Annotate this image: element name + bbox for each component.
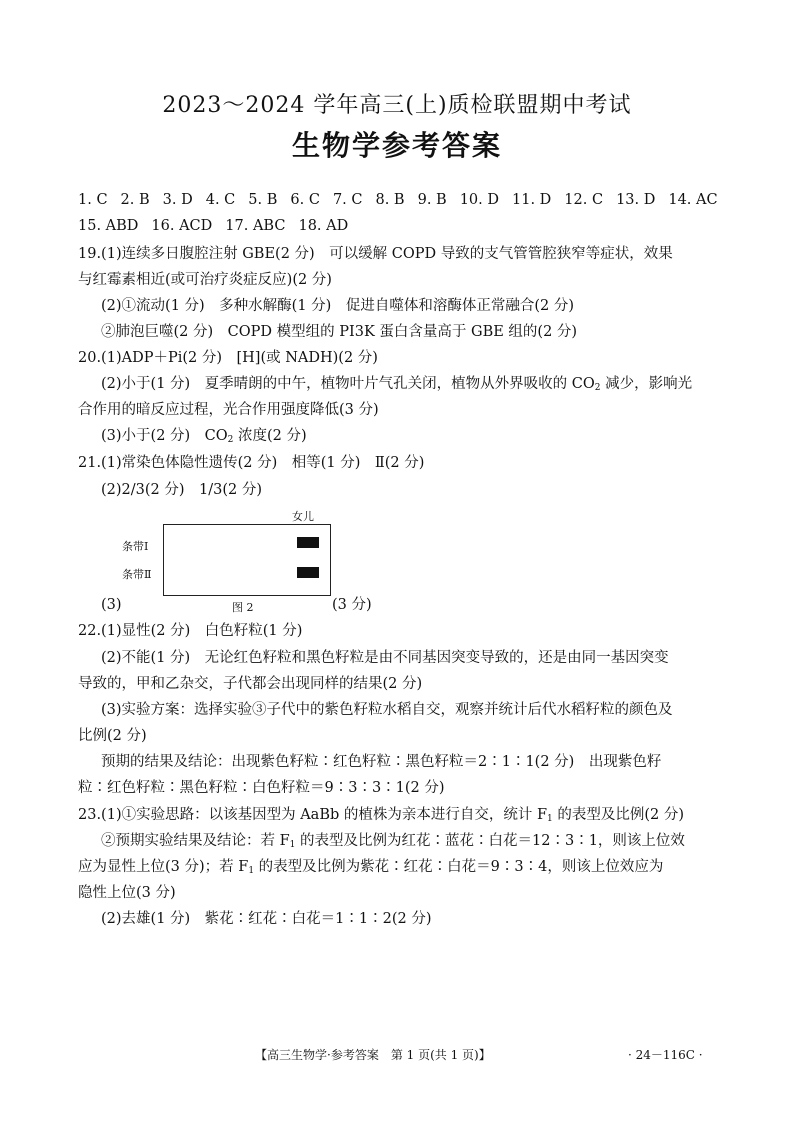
choice-answer: 12. C (564, 192, 604, 208)
choice-answers-row-1 (78, 190, 731, 210)
q23-line-2 (101, 831, 685, 855)
q23-line-1-a: 23.(1)①实验思路：以该基因型为 AaBb 的植株为亲本进行自交，统计 F (78, 807, 548, 823)
q22-line-1: 22.(1)显性(2 分) 白色籽粒(1 分) (78, 623, 303, 639)
q23-line-2-a: ②预期实验结果及结论：若 F (101, 833, 290, 849)
q20-line-4-b: 浓度(2 分) (238, 428, 307, 444)
choice-answer: 1. C (78, 192, 108, 208)
q20-line-2 (101, 374, 692, 398)
band-2-label: 条带Ⅱ (122, 568, 152, 581)
choice-answers-row-2 (78, 216, 361, 236)
page-footer: 【高三生物学·参考答案 第 1 页(共 1 页)】 (255, 1048, 491, 1062)
q23-line-3-b: 的表型及比例为紫花∶红花∶白花＝9∶3∶4，则该上位效应为 (258, 859, 664, 875)
subscript: 2 (227, 435, 234, 445)
q22-line-6: 预期的结果及结论：出现紫色籽粒∶红色籽粒∶黑色籽粒＝2∶1∶1(2 分) 出现紫色籽 (101, 754, 662, 770)
choice-answer: 5. B (248, 192, 278, 208)
q19-line-3: (2)①流动(1 分) 多种水解酶(1 分) 促进自噬体和溶酶体正常融合(2 分) (101, 298, 574, 314)
choice-answer: 6. C (290, 192, 320, 208)
choice-answer: 8. B (375, 192, 405, 208)
choice-answer: 16. ACD (151, 218, 213, 234)
choice-answer: 17. ABC (225, 218, 286, 234)
choice-answer: 3. D (162, 192, 193, 208)
choice-answer: 7. C (332, 192, 363, 208)
q20-line-4 (101, 426, 307, 450)
q23-line-2-b: 的表型及比例为红花∶蓝花∶白花＝12∶3∶1，则该上位效 (300, 833, 685, 849)
q20-line-1: 20.(1)ADP＋Pi(2 分) [H](或 NADH)(2 分) (78, 350, 378, 366)
choice-answer: 13. D (616, 192, 656, 208)
subscript: 1 (289, 840, 296, 850)
q23-line-5: (2)去雄(1 分) 紫花∶红花∶白花＝1∶1∶2(2 分) (101, 911, 432, 927)
q19-line-1: 19.(1)连续多日腹腔注射 GBE(2 分) 可以缓解 COPD 导致的支气管管腔狭窄等症状，效果 (78, 246, 673, 262)
q22-line-7: 粒∶红色籽粒∶黑色籽粒∶白色籽粒＝9∶3∶3∶1(2 分) (78, 780, 445, 796)
choice-answer: 4. C (205, 192, 236, 208)
choice-answer: 2. B (120, 192, 150, 208)
choice-answer: 14. AC (668, 192, 718, 208)
q19-line-2: 与红霉素相近(或可治疗炎症反应)(2 分) (78, 272, 332, 288)
exam-title: 2023～2024 学年高三(上)质检联盟期中考试 (162, 93, 632, 118)
choice-answer: 9. B (417, 192, 447, 208)
q23-line-3-a: 应为显性上位(3 分)；若 F (78, 859, 249, 875)
answer-key-title: 生物学参考答案 (291, 129, 502, 162)
q22-line-2: (2)不能(1 分) 无论红色籽粒和黑色籽粒是由不同基因突变导致的，还是由同一基因突变 (101, 650, 669, 666)
figure-caption: 图 2 (232, 601, 254, 614)
choice-answer: 10. D (459, 192, 499, 208)
q20-line-2-b: 减少，影响光 (605, 376, 693, 392)
electrophoresis-figure (163, 524, 331, 596)
q21-line-1: 21.(1)常染色体隐性遗传(2 分) 相等(1 分) Ⅱ(2 分) (78, 455, 425, 471)
q19-line-4: ②肺泡巨噬(2 分) COPD 模型组的 PI3K 蛋白含量高于 GBE 组的(2 分) (101, 324, 578, 340)
choice-answer: 18. AD (298, 218, 349, 234)
q23-line-3 (78, 857, 663, 881)
q20-line-3: 合作用的暗反应过程，光合作用强度降低(3 分) (78, 402, 379, 418)
choice-answer: 11. D (512, 192, 552, 208)
q21-part3-label: (3) (101, 597, 122, 613)
band-1 (297, 537, 319, 548)
band-2 (297, 567, 319, 578)
q21-line-2: (2)2/3(2 分) 1/3(2 分) (101, 482, 263, 498)
q21-part3-score: (3 分) (332, 597, 372, 613)
q22-line-5: 比例(2 分) (78, 728, 147, 744)
band-1-label: 条带Ⅰ (122, 540, 149, 553)
subscript: 1 (547, 814, 553, 824)
figure-top-label: 女儿 (292, 510, 314, 523)
q23-line-4: 隐性上位(3 分) (78, 885, 176, 901)
subscript: 1 (248, 866, 255, 876)
q20-line-4-a: (3)小于(2 分) CO (101, 428, 228, 444)
q22-line-4: (3)实验方案：选择实验③子代中的紫色籽粒水稻自交，观察并统计后代水稻籽粒的颜色及 (101, 702, 673, 718)
subscript: 2 (594, 383, 601, 393)
q23-line-1-b: 的表型及比例(2 分) (557, 807, 685, 823)
q23-line-1 (78, 805, 684, 829)
doc-code: · 24－116C · (628, 1048, 703, 1062)
q22-line-3: 导致的，甲和乙杂交，子代都会出现同样的结果(2 分) (78, 676, 423, 692)
choice-answer: 15. ABD (78, 218, 139, 234)
q20-line-2-a: (2)小于(1 分) 夏季晴朗的中午，植物叶片气孔关闭，植物从外界吸收的 CO (101, 376, 595, 392)
